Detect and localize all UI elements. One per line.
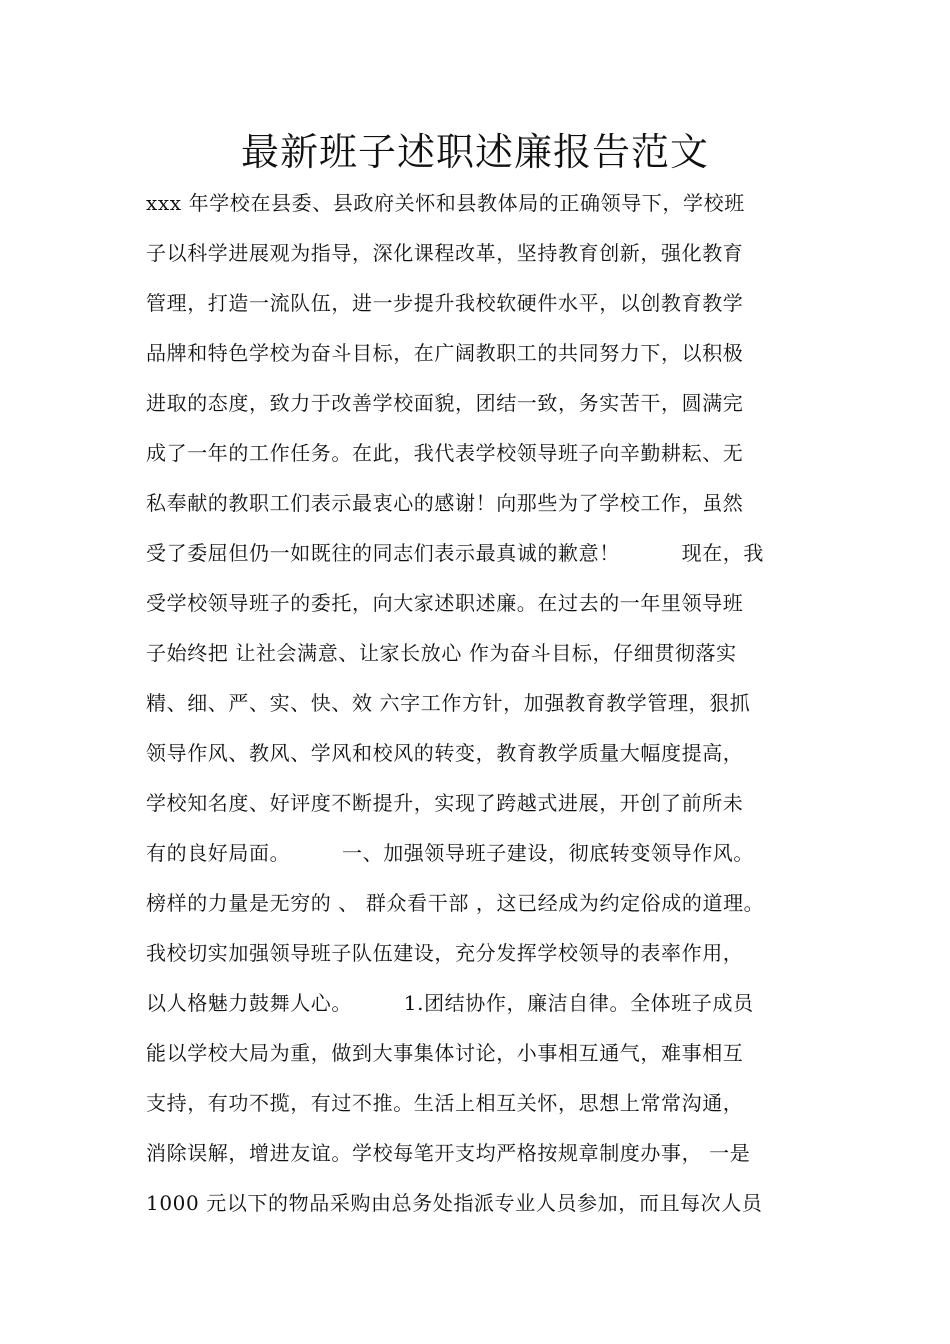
body-line: 成了一年的工作任务。在此，我代表学校领导班子向辛勤耕耘、无	[146, 441, 744, 465]
body-line: 受学校领导班子的委托，向大家述职述廉。在过去的一年里领导班	[146, 591, 744, 615]
body-line: 受了委屈但仍一如既往的同志们表示最真诚的歉意！ 现在，我	[146, 541, 764, 565]
body-line: 我校切实加强领导班子队伍建设，充分发挥学校领导的表率作用，	[146, 941, 744, 965]
body-line: 学校知名度、好评度不断提升，实现了跨越式进展，开创了前所未	[146, 791, 744, 815]
body-line: 1000 元以下的物品采购由总务处指派专业人员参加，而且每次人员	[146, 1191, 763, 1215]
body-line: 能以学校大局为重，做到大事集体讨论，小事相互通气，难事相互	[146, 1041, 744, 1065]
body-line: 以人格魅力鼓舞人心。 1.团结协作，廉洁自律。全体班子成员	[146, 991, 754, 1015]
body-line: 消除误解，增进友谊。学校每笔开支均严格按规章制度办事， 一是	[146, 1141, 751, 1165]
body-line: 子以科学进展观为指导，深化课程改革，坚持教育创新，强化教育	[146, 241, 744, 265]
body-line: 私奉献的教职工们表示最衷心的感谢！向那些为了学校工作，虽然	[146, 491, 744, 515]
document-body	[146, 178, 906, 1228]
body-line: 领导作风、教风、学风和校风的转变，教育教学质量大幅度提高，	[146, 741, 744, 765]
body-line: 精、细、严、实、快、效 六字工作方针，加强教育教学管理，狠抓	[146, 691, 751, 715]
body-line: 品牌和特色学校为奋斗目标，在广阔教职工的共同努力下，以积极	[146, 341, 744, 365]
body-line: 子始终把 让社会满意、让家长放心 作为奋斗目标，仔细贯彻落实	[146, 641, 737, 665]
body-line: xxx 年学校在县委、县政府关怀和县教体局的正确领导下，学校班	[146, 191, 745, 215]
body-line: 管理，打造一流队伍，进一步提升我校软硬件水平，以创教育教学	[146, 291, 744, 315]
body-line: 支持，有功不揽，有过不推。生活上相互关怀，思想上常常沟通，	[146, 1091, 744, 1115]
document-title: 最新班子述职述廉报告范文	[240, 130, 709, 174]
body-line: 榜样的力量是无穷的 、 群众看干部 ，这已经成为约定俗成的道理。	[146, 891, 765, 915]
body-line: 进取的态度，致力于改善学校面貌，团结一致，务实苦干，圆满完	[146, 391, 744, 415]
body-line: 有的良好局面。 一、加强领导班子建设，彻底转变领导作风。	[146, 841, 754, 865]
